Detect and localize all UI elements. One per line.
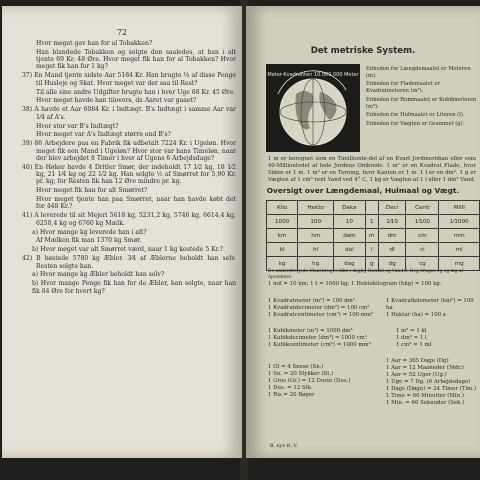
globe-illustration [266,64,360,152]
table-cell: 1⁄100 [406,215,439,229]
table-cell: 10 [334,215,365,229]
time-unit-line: 1 Dags (Døgn) = 24 Timer (Tim.) [386,386,477,392]
table-cell: cm [406,229,439,243]
table-cell: cg [406,257,439,271]
exercise-line: Til alle sine andre Udgifter brugte han i hver Uge 68 Kr. 45 Øre. [36,88,236,96]
volume-unit-line: 1 Kubikcentimeter (cm³) = 1000 mm³ [268,342,371,348]
table-header-cell [365,201,378,215]
time-unit-line: 1 Aar = 52 Uger (Ug.) [386,372,447,378]
area-unit-line: 1 Hektar (ha) = 100 a [386,312,447,318]
time-unit-line: 1 Time = 60 Minutter (Min.) [386,393,464,399]
table-title: Oversigt over Længdemaal, Hulmaal og Vægt. [266,186,460,195]
time-unit-line: 1 Aar = 12 Maaneder (Mdr.) [386,365,464,371]
volume-units [268,328,384,349]
volume-unit-line: 1 m³ = 1 kl [396,328,427,334]
table-cell: mg [439,257,480,271]
metric-table [266,200,480,271]
area-unit-line: 1 Kvadratcentimeter (cm²) = 100 mm² [268,312,374,318]
count-unit-line: 1 Ris = 20 Bøger [268,392,315,398]
globe-caption: Meter-Kvadranten 10.000.000 Meter [267,72,359,78]
equation-line: 1 mil = 10 km; 1 t = 1000 kg; 1 Hektokilogram (hkg) = 100 kg. [268,281,442,287]
exercise-line: 42) B høstede 5780 kg Æbler. 3⁄4 af Æblerne beholdt han selv. Resten solgte han. [22,255,236,270]
area-unit-line: 1 Kvadratdecimeter (dm²) = 100 cm² [268,305,370,311]
area-unit-line: 1 Kvadratkilometer (km²) = 100 ha [386,298,474,311]
left-page [2,6,242,458]
exercise-line: Hvor meget havde han tilovers, da Aaret var gaaet? [36,97,197,105]
exercise-list [22,40,236,296]
unit-definition: Enheden for Hulmaalet er Literen (l). [366,112,465,119]
table-header-cell: Deci [378,201,405,215]
table-row [267,215,480,229]
table-header-cell: Kilo [267,201,298,215]
table-cell: hl [298,243,334,257]
table-cell: hm [298,229,334,243]
table-note: De understregede Maal bruges ikke i daglig Handel og Vandel. Dog bruges cg og mg af Apotekere. [268,269,464,280]
exercise-line: 41) A leverede til sit Mejeri 5618 kg, 5231,2 kg, 5746 kg, 6614,4 kg, 6250,4 kg og 6760 kg Mælk. [22,212,236,227]
table-cell: 1⁄1000 [439,215,480,229]
exercise-line: b) Hvor mange Penge fik han for de Æbler, han solgte, naar han fik 84 Øre for hvert kg? [32,280,236,295]
table-header-cell: Deka [334,201,365,215]
table-cell: dam [334,229,365,243]
table-cell: mm [439,229,480,243]
table-row [267,229,480,243]
signature: B. nye R. V. [270,444,298,449]
exercise-line: Af Mælken fik man 1370 kg Smør. [36,237,142,245]
exercise-line: b) Hvor meget var alt Smørret værd, naar 1 kg kostede 5 Kr.? [32,246,224,254]
globe-icon [266,64,360,152]
exercise-line: Hvor meget gav han for al Tobakken? [36,40,153,47]
page-number: 72 [116,28,128,37]
table-cell: 100 [298,215,334,229]
base-units [366,66,478,129]
table-cell: kg [267,257,298,271]
exercise-line: a) Hvor mange kg Æbler beholdt han selv? [32,271,165,279]
exercise-line: 37) En Mand tjente sidste Aar 5184 Kr. Han brugte ⅓ af disse Penge til Husleje og Skat. Hvor meget var der saa til Rest? [22,72,236,87]
table-cell: dag [334,257,365,271]
table-cell: dal [334,243,365,257]
exercise-line: Han blandede Tobakken og solgte den saaledes, at han i alt tjente 69 Kr. 48 Øre. Hvor meget fik han for al Tobakken? Hvor meget fik han for 1 kg? [36,48,236,71]
time-unit-line: 1 Min. = 60 Sekunder (Sek.) [386,400,465,406]
area-units [268,298,384,319]
time-unit-line: 1 Aar = 365 Dage (Dg) [386,358,449,364]
exercise-line: 39) 86 Arbejdere paa en Fabrik fik udbetalt 7224 Kr. i Ugeløn. Hvor meget fik een Mand i Ugeløn? Hvor stor var hans Timeløn, naar der blev arbejdet 8 Timer i hver af Ugens 6 Arbejdsdage? [22,140,236,162]
count-unit-line: 1 Sn. = 20 Stykker (St.) [268,371,334,377]
table-cell: cl [406,243,439,257]
volume-unit-line: 1 dm³ = 1 l [396,335,427,341]
table-cell: dl [378,243,405,257]
unit-definition: Enheden for Vægten er Grammet (g). [366,120,465,127]
page-title: Det metriske System. [310,46,416,56]
table-cell: dg [378,257,405,271]
area-units-2 [386,298,480,319]
table-cell: l [365,243,378,257]
table-row [267,243,480,257]
area-unit-line: 1 Kvadratmeter (m²) = 100 dm² [268,298,355,304]
right-page [246,6,480,458]
definition-paragraph: 1 m er beregnet som en Timillionte-del af en Kvart Jordmeridian eller som 40-Milliontedel af hele Jordens Omkreds. 1 m² er en Kvadrat Flade, hvor Siden er 1 m. 1 m³ er en Terning, hvor Kanten er 1 m. 1 l er en dm³. 1 g er Vægten af 1 cm³ rent Vand ved 4° C, 1 kg er Vægten af 1 l eller 1 dm³ Vand. [268,156,476,183]
unit-definition: Enheden for Længdemaalet er Meteren (m). [366,66,471,79]
exercise-line: Hvor meget var A's Indtægt større end B's? [36,131,171,139]
table-cell: 1000 [267,215,298,229]
volume-unit-line: 1 Kubikmeter (m³) = 1000 dm³ [268,328,353,334]
unit-definition: Enheden for Rummaalet er Kubikmeteren (m³). [366,96,477,110]
time-unit-line: 1 Uge = 7 Dg. (6 Arbejdsdage) [386,379,471,385]
volume-units-2 [396,328,480,349]
table-cell: ml [439,243,480,257]
exercise-line: Hvor meget tjente han paa Smørret, naar han havde købt det for 448 Kr.? [36,196,236,211]
exercise-line: Hvor meget fik han for alt Smørret? [36,187,148,195]
exercise-line: Hvor stor var B's Indtægt? [36,122,119,130]
exercise-line: 38) A havde et Aar 6084 Kr. i Indtægt. B's Indtægt i samme Aar var 1⁄4 af A's. [22,106,236,121]
unit-definition: Enheden for Flademaalet er Kvadratmeteren (m²). [366,81,440,95]
table-cell: kl [267,243,298,257]
table-header-cell: Milli [439,201,480,215]
table-cell: m [365,229,378,243]
table-cell: g [365,257,378,271]
table-cell: 1⁄10 [378,215,405,229]
table-cell: 1 [365,215,378,229]
volume-unit-line: 1 cm³ = 1 ml [396,342,432,348]
count-unit-line: 1 Ol = 4 Snese (Sn.) [268,364,324,370]
count-unit-line: 1 Gros (Gr.) = 12 Dusin (Dus.) [268,378,351,384]
volume-unit-line: 1 Kubikdecimeter (dm³) = 1000 cm³ [268,335,367,341]
table-cell: hg [298,257,334,271]
table-cell: km [267,229,298,243]
table-cell: dm [378,229,405,243]
time-units [386,358,480,407]
exercise-line: a) Hvor mange kg leverede han i alt? [32,228,147,236]
exercise-line: 40) En Høker havde 4 Dritler Smør, der indeholdt 17 1⁄2 kg, 18 1⁄2 kg, 21 1⁄4 kg og 22 1⁄2 kg. Han solgte ½ af Smørret for 5,90 Kr. pr. kg; for Resten fik han 12 Øre mindre pr. kg. [22,163,236,186]
table-header-cell: Centi [406,201,439,215]
table-header-cell: Hekto [298,201,334,215]
count-unit-line: 1 Dus. = 12 Stk. [268,385,313,391]
count-units [268,364,384,399]
